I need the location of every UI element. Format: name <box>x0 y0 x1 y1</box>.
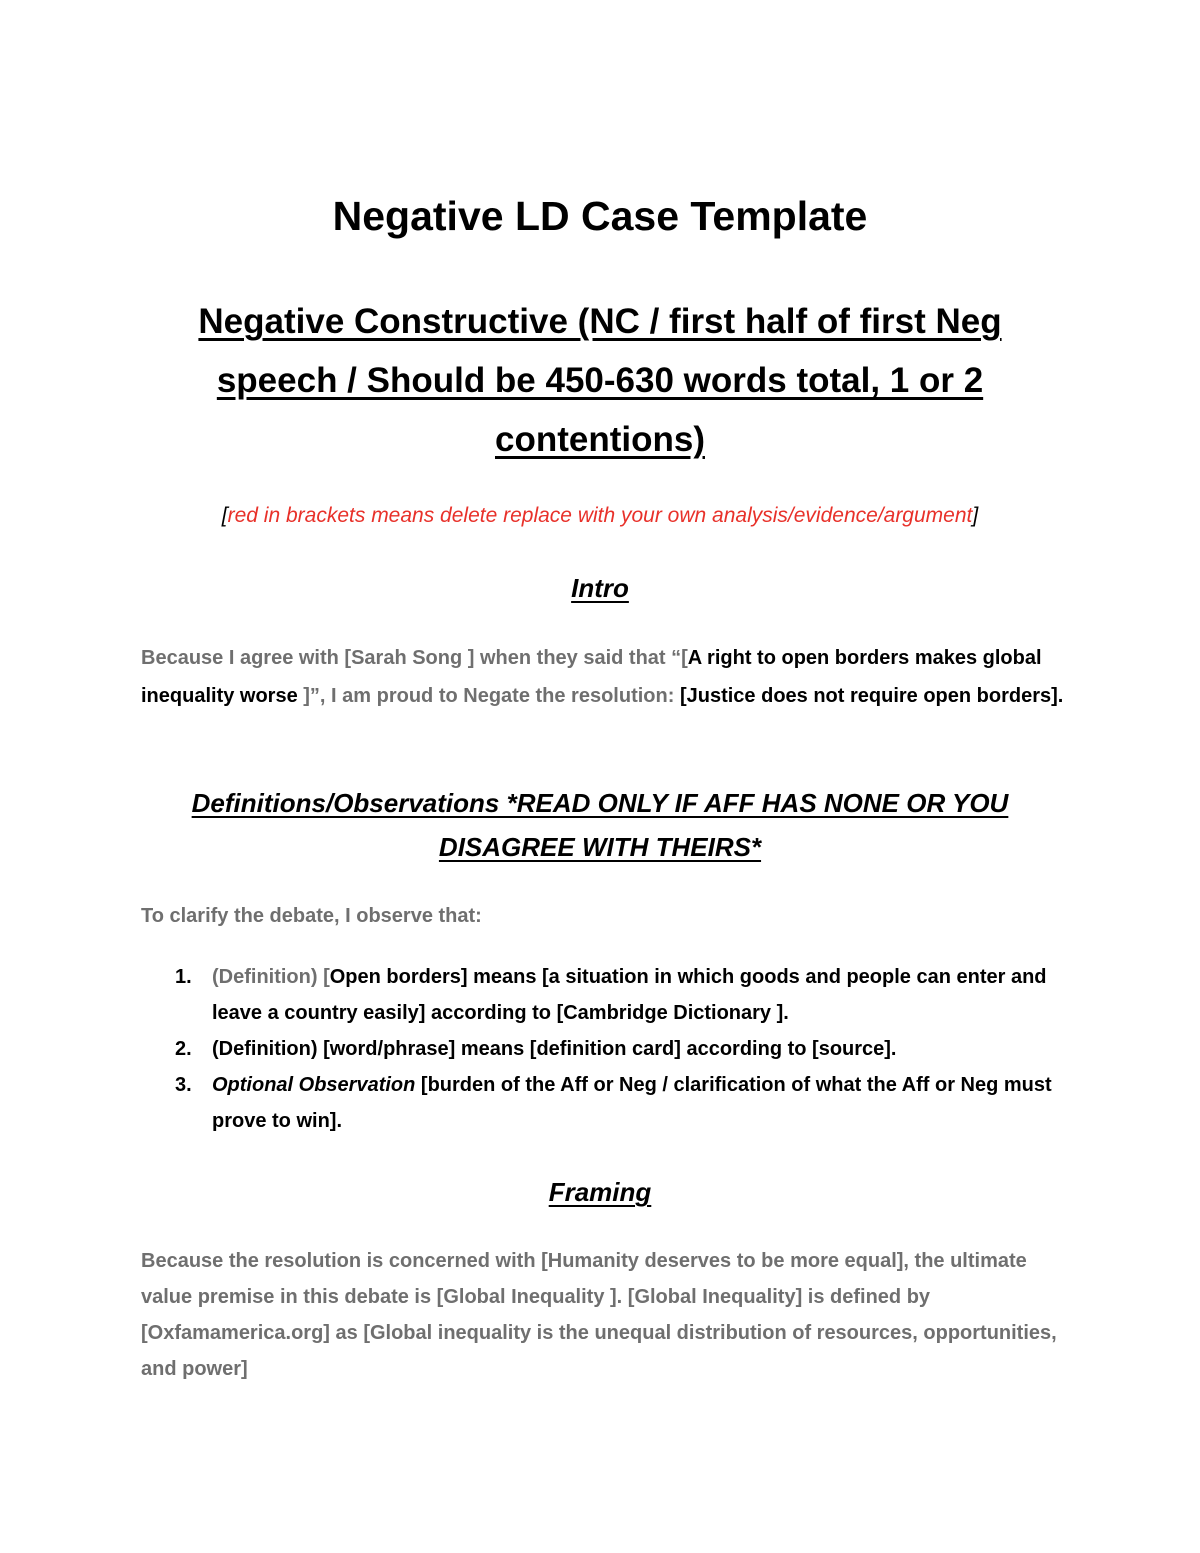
list-number: 1. <box>175 966 192 988</box>
list-item <box>141 1067 1066 1139</box>
intro-part-3: ]”, I am proud to Negate the resolution: <box>303 685 680 707</box>
definitions-heading: Definitions/Observations *READ ONLY IF AFF HAS NONE OR YOU DISAGREE WITH THEIRS* <box>191 788 1009 862</box>
intro-paragraph <box>141 639 1066 715</box>
framing-heading: Framing <box>548 1177 652 1207</box>
note-close-bracket: ] <box>972 504 979 527</box>
intro-part-1: Because I agree with [Sarah Song ] when they said that “[ <box>141 647 688 669</box>
item-1-part-a: (Definition) [ <box>212 966 330 988</box>
list-item <box>141 1031 1066 1067</box>
instruction-note <box>0 501 1200 531</box>
list-number: 3. <box>175 1074 192 1096</box>
item-3-part-b: [burden of the Aff or Neg / clarification of what the Aff or Neg must prove to win]. <box>212 1074 1052 1132</box>
item-2-text: (Definition) [word/phrase] means [definition card] according to [source]. <box>212 1038 897 1060</box>
list-item <box>141 959 1066 1031</box>
definitions-lead: To clarify the debate, I observe that: <box>141 905 482 927</box>
framing-paragraph: Because the resolution is concerned with [Humanity deserves to be more equal], the ultimate value premise in this debate is [Global Inequality ]. [Global Inequality] is defined by [Oxfamamerica.org] as [Global inequality is the unequal distribution of resources, opportunities, and power] <box>141 1250 1057 1380</box>
item-1-part-b: Open borders] means [a situation in which goods and people can enter and leave a country easily] according to [Cambridge Dictionary ]. <box>212 966 1047 1024</box>
note-text: red in brackets means delete replace with your own analysis/evidence/argument <box>227 504 973 527</box>
list-number: 2. <box>175 1038 192 1060</box>
note-open-bracket: [ <box>221 504 228 527</box>
definitions-list <box>141 959 1066 1139</box>
intro-part-4: [Justice does not require open borders]. <box>679 685 1064 707</box>
document-subtitle: Negative Constructive (NC / first half of first Neg speech / Should be 450-630 words total, 1 or 2 contentions) <box>198 302 1002 459</box>
intro-part-2: A right to open borders makes global inequality worse <box>141 647 1042 707</box>
document-title: Negative LD Case Template <box>332 193 868 239</box>
item-3-part-a: Optional Observation <box>212 1074 416 1096</box>
intro-heading: Intro <box>571 573 629 603</box>
